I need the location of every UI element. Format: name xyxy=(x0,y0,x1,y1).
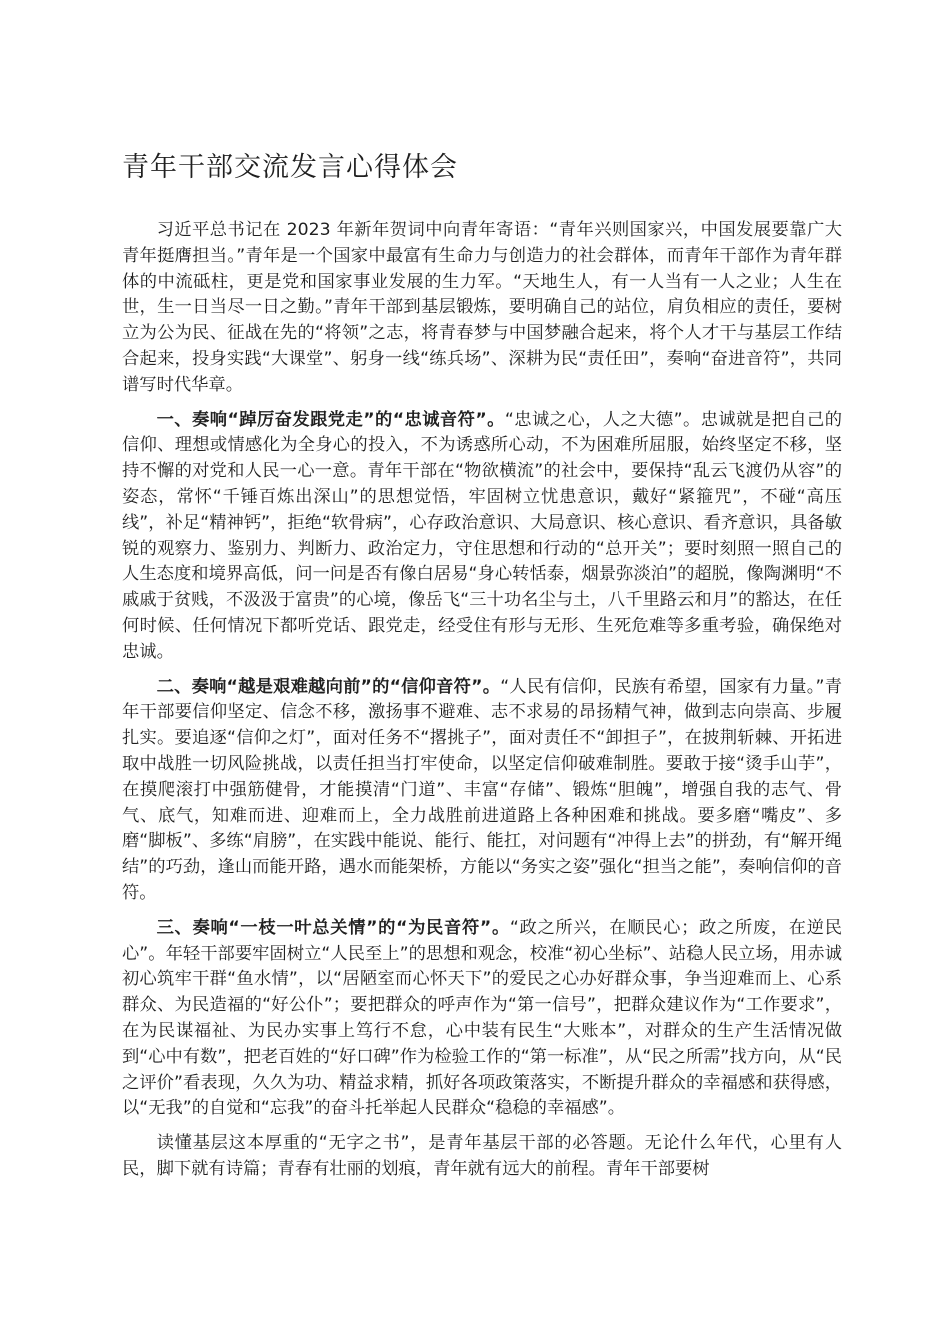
section-paragraph-1 xyxy=(122,408,842,666)
document-page xyxy=(122,148,842,1192)
section-paragraph-2 xyxy=(122,675,842,907)
section-heading-1: 一、奏响“踔厉奋发跟党走”的“忠诚音符”。 xyxy=(156,409,505,430)
closing-paragraph: 读懂基层这本厚重的“无字之书”，是青年基层干部的必答题。无论什么年代，心里有人民，脚下就有诗篇；青春有壮丽的划痕，青年就有远大的前程。青年干部要树 xyxy=(122,1133,842,1179)
intro-paragraph: 习近平总书记在 2023 年新年贺词中向青年寄语：“青年兴则国家兴，中国发展要靠广大青年挺膺担当。”青年是一个国家中最富有生命力与创造力的社会群体，而青年干部作为青年群体的中流砥柱，更是党和国家事业发展的生力军。“天地生人，有一人当有一人之业；人生在世，生一日当尽一日之勤。”青年干部到基层锻炼，要明确自己的站位，肩负相应的责任，要树立为公为民、征战在先的“将领”之志，将青春梦与中国梦融合起来，将个人才干与基层工作结合起来，投身实践“大课堂”、躬身一线“练兵场”、深耕为民“责任田”，奏响“奋进音符”，共同谱写时代华章。 xyxy=(122,220,842,395)
section-body-1: “忠诚之心，人之大德”。忠诚就是把自己的信仰、理想或情感化为全身心的投入，不为诱惑所心动，不为困难所屈服，始终坚定不移，坚持不懈的对党和人民一心一意。青年干部在“物欲横流”的社会中，要保持“乱云飞渡仍从容”的姿态，常怀“千锤百炼出深山”的思想觉悟，牢固树立忧患意识，戴好“紧箍咒”，不碰“高压线”，补足“精神钙”，拒绝“软骨病”，心存政治意识、大局意识、核心意识、看齐意识，具备敏锐的观察力、鉴别力、判断力、政治定力，守住思想和行动的“总开关”；要时刻照一照自己的人生态度和境界高低，问一问是否有像白居易“身心转恬泰，烟景弥淡泊”的超脱，像陶渊明“不戚戚于贫贱，不汲汲于富贵”的心境，像岳飞“三十功名尘与土，八千里路云和月”的豁达，在任何时候、任何情况下都听党话、跟党走，经受住有形与无形、生死危难等多重考验，确保绝对忠诚。 xyxy=(122,409,842,662)
section-body-2: “人民有信仰，民族有希望，国家有力量。”青年干部要信仰坚定、信念不移，激扬事不避难、志不求易的昂扬精气神，做到志向崇高、步履扎实。要追逐“信仰之灯”，面对任务不“撂挑子”，面对责任不“卸担子”，在披荆斩棘、开拓进取中战胜一切风险挑战，以责任担当打牢使命，以坚定信仰破难制胜。要敢于接“烫手山芋”，在摸爬滚打中强筋健骨，才能摸清“门道”、丰富“存储”、锻炼“胆魄”，增强自我的志气、骨气、底气，知难而进、迎难而上，全力战胜前进道路上各种困难和挑战。要多磨“嘴皮”、多磨“脚板”、多练“肩膀”，在实践中能说、能行、能扛，对问题有“冲得上去”的拼劲，有“解开绳结”的巧劲，逢山而能开路，遇水而能架桥，方能以“务实之姿”强化“担当之能”，奏响信仰的音符。 xyxy=(122,676,842,903)
page-title: 青年干部交流发言心得体会 xyxy=(122,152,458,183)
section-heading-2: 二、奏响“越是艰难越向前”的“信仰音符”。 xyxy=(156,676,501,697)
section-heading-3: 三、奏响“一枝一叶总关情”的“为民音符”。 xyxy=(156,917,510,938)
section-body-3: “政之所兴，在顺民心；政之所废，在逆民心”。年轻干部要牢固树立“人民至上”的思想和观念，校准“初心坐标”、站稳人民立场，用赤诚初心筑牢干群“鱼水情”，以“居陋室而心怀天下”的爱民之心办好群众事，争当迎难而上、心系群众、为民造福的“好公仆”；要把群众的呼声作为“第一信号”，把群众建议作为“工作要求”，在为民谋福祉、为民办实事上笃行不怠，心中装有民生“大账本”，对群众的生产生活情况做到“心中有数”，把老百姓的“好口碑”作为检验工作的“第一标准”，从“民之所需”找方向，从“民之评价”看表现，久久为功、精益求精，抓好各项政策落实，不断提升群众的幸福感和获得感，以“无我”的自觉和“忘我”的奋斗托举起人民群众“稳稳的幸福感”。 xyxy=(122,917,842,1119)
section-paragraph-3 xyxy=(122,916,842,1122)
